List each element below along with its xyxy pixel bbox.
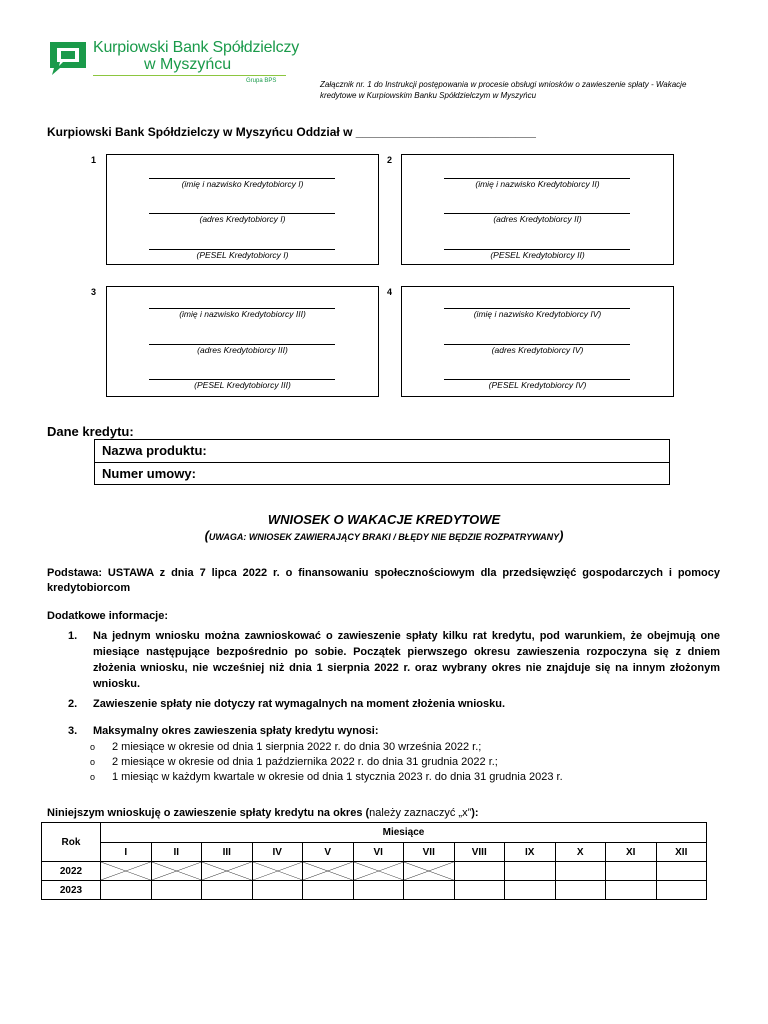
miesiace-header: Miesiące	[101, 823, 707, 843]
month-checkbox-cell[interactable]	[555, 862, 606, 881]
month-checkbox-cell[interactable]	[353, 881, 404, 900]
borrower-4-name-label: (imię i nazwisko Kredytobiorcy IV)	[473, 309, 602, 319]
month-checkbox-cell[interactable]	[303, 881, 354, 900]
info-item-2-number: 2.	[68, 698, 78, 710]
borrower-3-name-label: (imię i nazwisko Kredytobiorcy III)	[179, 309, 306, 319]
borrower-1-number: 1	[91, 155, 97, 165]
logo-group-label: Grupa BPS	[246, 78, 277, 84]
borrower-1-pesel-label: (PESEL Kredytobiorcy I)	[196, 250, 289, 260]
year-label: 2022	[42, 862, 101, 881]
year-label: 2023	[42, 881, 101, 900]
credit-table	[94, 439, 670, 485]
crossed-cell	[202, 862, 253, 881]
bullet-icon: o	[90, 742, 96, 752]
contract-number-label: Numer umowy:	[102, 466, 196, 481]
crossed-cell	[404, 862, 455, 881]
info-item-1-text: Na jednym wniosku można zawnioskować o zawieszenie spłaty kilku rat kredytu, pod warunkiem, że obejmują one miesiące następujące bezpośrednio po sobie. Początek pierwszego okresu zawieszenia rozpoczyna się z dniem złożenia wniosku, nie wcześniej niż dnia 1 sierpnia 2022 r. oraz wybrany okres nie znajduje się na innym złożonym wniosku.	[93, 630, 720, 690]
month-header: VI	[353, 843, 404, 862]
borrower-1-box[interactable]	[106, 154, 379, 265]
document-warning	[0, 528, 768, 543]
month-checkbox-cell[interactable]	[606, 862, 657, 881]
branch-line: Kurpiowski Bank Spółdzielczy w Myszyńcu Oddział w ___________________________	[47, 125, 536, 139]
month-checkbox-cell[interactable]	[404, 881, 455, 900]
month-header: VIII	[454, 843, 505, 862]
month-header: V	[303, 843, 354, 862]
month-header: X	[555, 843, 606, 862]
additional-info-heading: Dodatkowe informacje:	[47, 610, 169, 622]
borrower-2-box[interactable]	[401, 154, 674, 265]
crossed-cell	[151, 862, 202, 881]
month-checkbox-cell[interactable]	[656, 862, 707, 881]
borrower-4-address-label: (adres Kredytobiorcy IV)	[491, 345, 584, 355]
product-name-field[interactable]	[95, 440, 669, 462]
rok-header: Rok	[42, 823, 101, 862]
month-checkbox-cell[interactable]	[505, 862, 556, 881]
legal-basis: Podstawa: USTAWA z dnia 7 lipca 2022 r. o finansowaniu społecznościowym dla przedsięwzięć gospodarczych i pomocy kredytobiorcom	[47, 567, 720, 594]
month-header: IX	[505, 843, 556, 862]
borrower-3-number: 3	[91, 287, 97, 297]
borrower-4-pesel-label: (PESEL Kredytobiorcy IV)	[488, 380, 587, 390]
borrower-4-number: 4	[387, 287, 393, 297]
crossed-cell	[252, 862, 303, 881]
bank-logo-icon	[48, 40, 88, 76]
attachment-note: Załącznik nr. 1 do Instrukcji postępowania w procesie obsługi wniosków o zawieszenie spłaty - Wakacje kredytowe w Kurpiowskim Banku Spółdzielczym w Myszyńcu	[320, 80, 687, 100]
borrower-2-pesel-label: (PESEL Kredytobiorcy II)	[490, 250, 585, 260]
contract-number-field[interactable]	[95, 462, 669, 484]
request-text: Niniejszym wnioskuję o zawieszenie spłaty kredytu na okres (	[47, 807, 370, 819]
request-statement	[47, 807, 479, 819]
bank-name-line2: w Myszyńcu	[144, 56, 232, 73]
borrower-2-number: 2	[387, 155, 393, 165]
period-option-1-text: 2 miesiące w okresie od dnia 1 sierpnia 2022 r. do dnia 30 września 2022 r.;	[112, 741, 482, 753]
info-item-3-text: Maksymalny okres zawieszenia spłaty kredytu wynosi:	[93, 725, 379, 737]
month-header: IV	[252, 843, 303, 862]
request-hint: należy zaznaczyć „x”	[369, 807, 472, 819]
month-checkbox-cell[interactable]	[202, 881, 253, 900]
month-checkbox-cell[interactable]	[151, 881, 202, 900]
borrower-2-name-label: (imię i nazwisko Kredytobiorcy II)	[475, 179, 600, 189]
borrower-2-address-label: (adres Kredytobiorcy II)	[493, 214, 582, 224]
credit-heading: Dane kredytu:	[47, 424, 134, 439]
month-checkbox-cell[interactable]	[555, 881, 606, 900]
borrower-4-box[interactable]	[401, 286, 674, 397]
request-close: ):	[471, 807, 479, 819]
borrower-1-address-label: (adres Kredytobiorcy I)	[199, 214, 286, 224]
months-table	[41, 822, 707, 900]
bullet-icon: o	[90, 772, 96, 782]
period-option-3-text: 1 miesiąc w każdym kwartale w okresie od dnia 1 stycznia 2023 r. do dnia 31 grudnia 2023 r.	[112, 771, 563, 783]
warning-close-paren: )	[559, 528, 564, 543]
month-header: III	[202, 843, 253, 862]
borrower-3-box[interactable]	[106, 286, 379, 397]
month-checkbox-cell[interactable]	[505, 881, 556, 900]
crossed-cell	[101, 862, 152, 881]
document-title: WNIOSEK O WAKACJE KREDYTOWE	[267, 512, 501, 527]
product-name-label: Nazwa produktu:	[102, 443, 207, 458]
month-header: VII	[404, 843, 455, 862]
warning-open-paren: (	[204, 528, 209, 543]
borrower-3-address-label: (adres Kredytobiorcy III)	[197, 345, 288, 355]
warning-text: UWAGA: WNIOSEK ZAWIERAJĄCY BRAKI / BŁĘDY NIE BĘDZIE ROZPATRYWANY	[208, 532, 560, 542]
month-checkbox-cell[interactable]	[454, 881, 505, 900]
borrower-1-name-label: (imię i nazwisko Kredytobiorcy I)	[181, 179, 304, 189]
month-checkbox-cell[interactable]	[606, 881, 657, 900]
month-header: II	[151, 843, 202, 862]
bullet-icon: o	[90, 757, 96, 767]
year-row-2023	[42, 881, 707, 900]
year-row-2022	[42, 862, 707, 881]
info-item-2-text: Zawieszenie spłaty nie dotyczy rat wymagalnych na moment złożenia wniosku.	[93, 698, 506, 710]
month-checkbox-cell[interactable]	[656, 881, 707, 900]
month-header: XII	[656, 843, 707, 862]
borrower-3-pesel-label: (PESEL Kredytobiorcy III)	[194, 380, 291, 390]
month-checkbox-cell[interactable]	[101, 881, 152, 900]
month-checkbox-cell[interactable]	[252, 881, 303, 900]
logo-divider	[93, 75, 286, 76]
info-item-1-number: 1.	[68, 630, 78, 642]
crossed-cell	[353, 862, 404, 881]
bank-name-line1: Kurpiowski Bank Spółdzielczy	[93, 39, 300, 56]
info-item-3-number: 3.	[68, 725, 78, 737]
crossed-cell	[303, 862, 354, 881]
month-checkbox-cell[interactable]	[454, 862, 505, 881]
period-option-2-text: 2 miesiące w okresie od dnia 1 października 2022 r. do dnia 31 grudnia 2022 r.;	[112, 756, 498, 768]
month-header: I	[101, 843, 152, 862]
month-header: XI	[606, 843, 657, 862]
